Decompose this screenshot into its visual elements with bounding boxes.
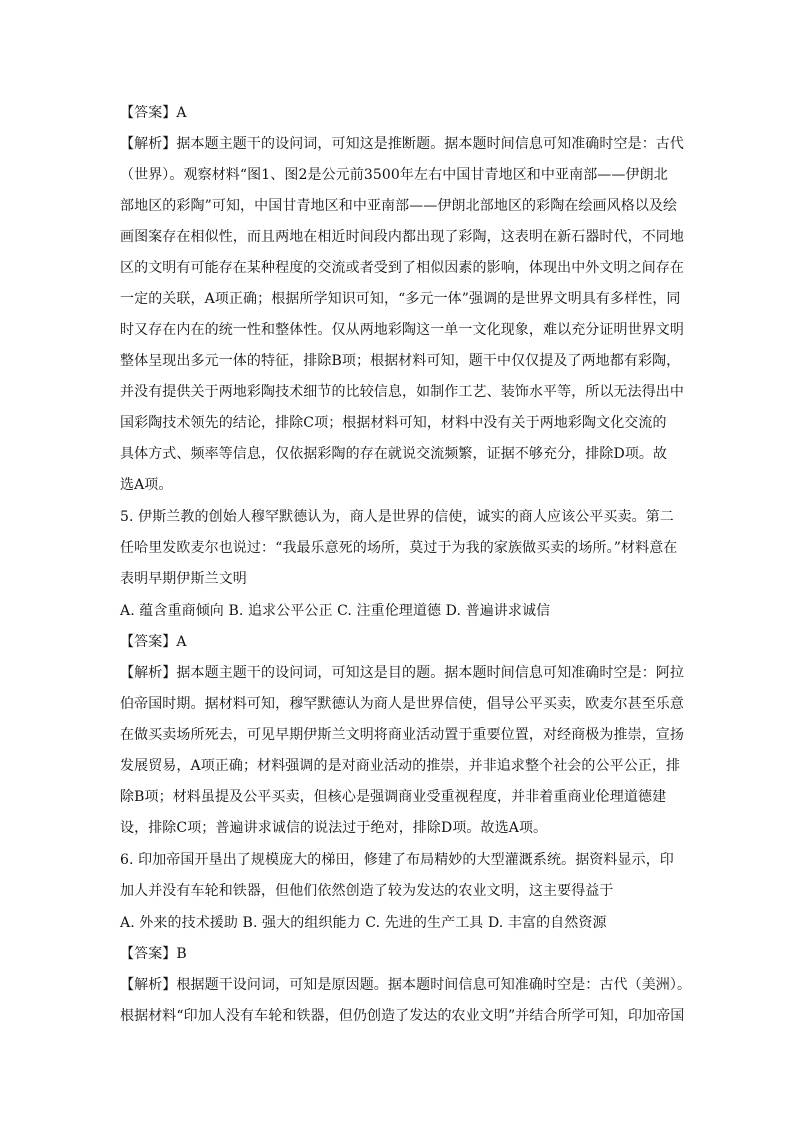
question-5-stem: 表明早期伊斯兰文明 — [120, 571, 247, 587]
analysis-line: 区的文明有可能存在某种程度的交流或者受到了相似因素的影响，体现出中外文明之间存在 — [120, 260, 684, 276]
analysis-line: 选A项。 — [120, 477, 173, 493]
answer-label-q4: 【答案】A — [120, 105, 187, 121]
question-5-stem: 任哈里发欧麦尔也说过：“我最乐意死的场所，莫过于为我的家族做买卖的场所。”材料意在 — [120, 540, 678, 556]
analysis-line: 画图案存在相似性，而且两地在相近时间段内都出现了彩陶，这表明在新石器时代，不同地 — [120, 229, 684, 245]
analysis-line: 发展贸易，A项正确；材料强调的是对商业活动的推崇，并非追求整个社会的公平公正，排 — [120, 758, 681, 774]
question-6-options: A. 外来的技术援助 B. 强大的组织能力 C. 先进的生产工具 D. 丰富的自然资源 — [120, 915, 607, 931]
analysis-line: 在做买卖场所死去，可见早期伊斯兰文明将商业活动置于重要位置，对经商极为推崇，宣扬 — [120, 727, 684, 743]
question-5-stem: 5. 伊斯兰教的创始人穆罕默德认为，商人是世界的信使，诚实的商人应该公平买卖。第二 — [120, 509, 674, 525]
question-6-stem: 加人并没有车轮和铁器，但他们依然创造了较为发达的农业文明，这主要得益于 — [120, 883, 614, 899]
analysis-line: 根据材料“印加人没有车轮和铁器，但仍创造了发达的农业文明”并结合所学可知，印加帝国 — [120, 1008, 685, 1024]
analysis-line: 一定的关联，A项正确；根据所学知识可知，“多元一体”强调的是世界文明具有多样性，同 — [120, 291, 681, 307]
analysis-line: 除B项；材料虽提及公平买卖，但核心是强调商业受重视程度，并非着重商业伦理道德建 — [120, 789, 667, 805]
analysis-line: （世界）。观察材料“图1、图2是公元前3500年左右中国甘青地区和中亚南部——伊朗北 — [120, 167, 668, 183]
analysis-line: 伯帝国时期。据材料可知，穆罕默德认为商人是世界信使，倡导公平买卖，欧麦尔甚至乐意 — [120, 696, 684, 712]
analysis-line: 国彩陶技术领先的结论，排除C项；根据材料可知，材料中没有关于两地彩陶文化交流的 — [120, 415, 667, 431]
analysis-line: 并没有提供关于两地彩陶技术细节的比较信息，如制作工艺、装饰水平等，所以无法得出中 — [120, 384, 684, 400]
analysis-line: 【解析】据本题主题干的设问词，可知这是推断题。据本题时间信息可知准确时空是：古代 — [120, 136, 684, 152]
analysis-line: 部地区的彩陶”可知，中国甘青地区和中亚南部——伊朗北部地区的彩陶在绘画风格以及绘 — [120, 198, 678, 214]
answer-label-q6: 【答案】B — [120, 946, 187, 962]
question-5-options: A. 蕴含重商倾向 B. 追求公平公正 C. 注重伦理道德 D. 普遍讲求诚信 — [120, 603, 551, 619]
analysis-line: 【解析】根据题干设问词，可知是原因题。据本题时间信息可知准确时空是：古代（美洲）。 — [120, 977, 692, 993]
analysis-line: 整体呈现出多元一体的特征，排除B项；根据材料可知，题干中仅仅提及了两地都有彩陶， — [120, 353, 681, 369]
question-6-stem: 6. 印加帝国开垦出了规模庞大的梯田，修建了布局精妙的大型灌溉系统。据资料显示，印 — [120, 852, 674, 868]
answer-label-q5: 【答案】A — [120, 634, 187, 650]
analysis-line: 【解析】据本题主题干的设问词，可知这是目的题。据本题时间信息可知准确时空是：阿拉 — [120, 665, 684, 681]
analysis-line: 设，排除C项；普遍讲求诚信的说法过于绝对，排除D项。故选A项。 — [120, 820, 548, 836]
analysis-line: 具体方式、频率等信息，仅依据彩陶的存在就说交流频繁，证据不够充分，排除D项。故 — [120, 446, 668, 462]
analysis-line: 时又存在内在的统一性和整体性。仅从两地彩陶这一单一文化现象，难以充分证明世界文明 — [120, 322, 684, 338]
